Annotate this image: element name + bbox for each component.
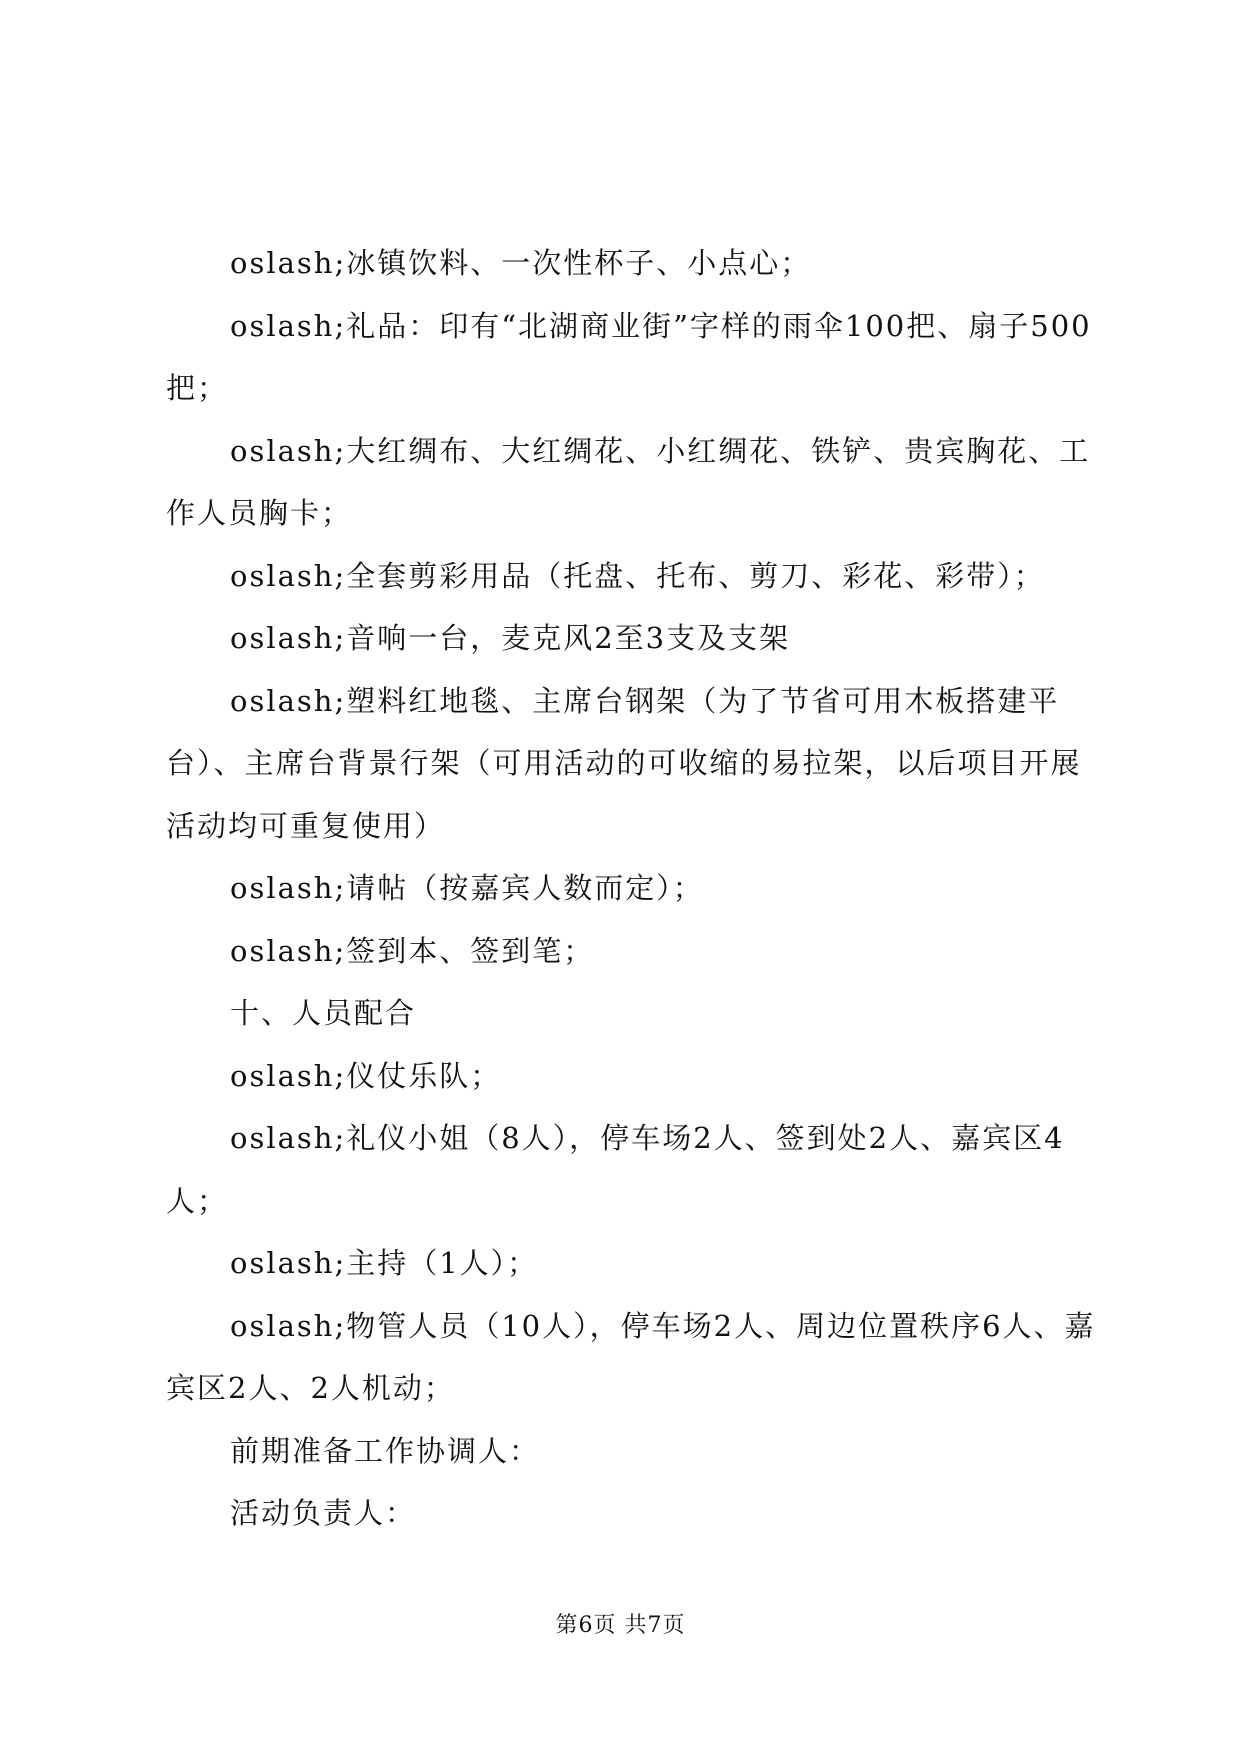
paragraph-red-silk: oslash;大红绸布、大红绸花、小红绸花、铁铲、贵宾胸花、工作人员胸卡； [166,433,1091,530]
document-body [166,232,1106,1545]
paragraph-hostesses: oslash;礼仪小姐（8人），停车场2人、签到处2人、嘉宾区4人； [166,1121,1065,1218]
paragraph-coordinator: 前期准备工作协调人： [230,1433,541,1468]
paragraph-invitations: oslash;请帖（按嘉宾人数而定）； [230,871,704,905]
paragraph-ribbon-cutting-kit: oslash;全套剪彩用品（托盘、托布、剪刀、彩花、彩带）； [230,558,1045,593]
paragraph-property-staff: oslash;物管人员（10人），停车场2人、周边位置秩序6人、嘉宾区2人、2人机动； [166,1308,1096,1405]
page-footer: 第6页 共7页 [555,1613,686,1638]
section-heading-staffing: 十、人员配合 [230,996,417,1030]
paragraph-stage: oslash;塑料红地毯、主席台钢架（为了节省可用木板搭建平台）、主席台背景行架（可用活动的可收缩的易拉架，以后项目开展活动均可重复使用） [166,683,1082,843]
paragraph-event-lead: 活动负责人： [230,1496,417,1530]
paragraph-sign-in: oslash;签到本、签到笔； [230,933,595,968]
paragraph-gifts: oslash;礼品：印有“北湖商业街”字样的雨伞100把、扇子500把； [166,308,1092,405]
paragraph-host: oslash;主持（1人）； [230,1246,539,1280]
paragraph-audio: oslash;音响一台，麦克风2至3支及支架 [230,621,791,655]
paragraph-honor-band: oslash;仪仗乐队； [230,1058,502,1093]
paragraph-cold-drinks: oslash;冰镇饮料、一次性杯子、小点心； [230,246,812,280]
